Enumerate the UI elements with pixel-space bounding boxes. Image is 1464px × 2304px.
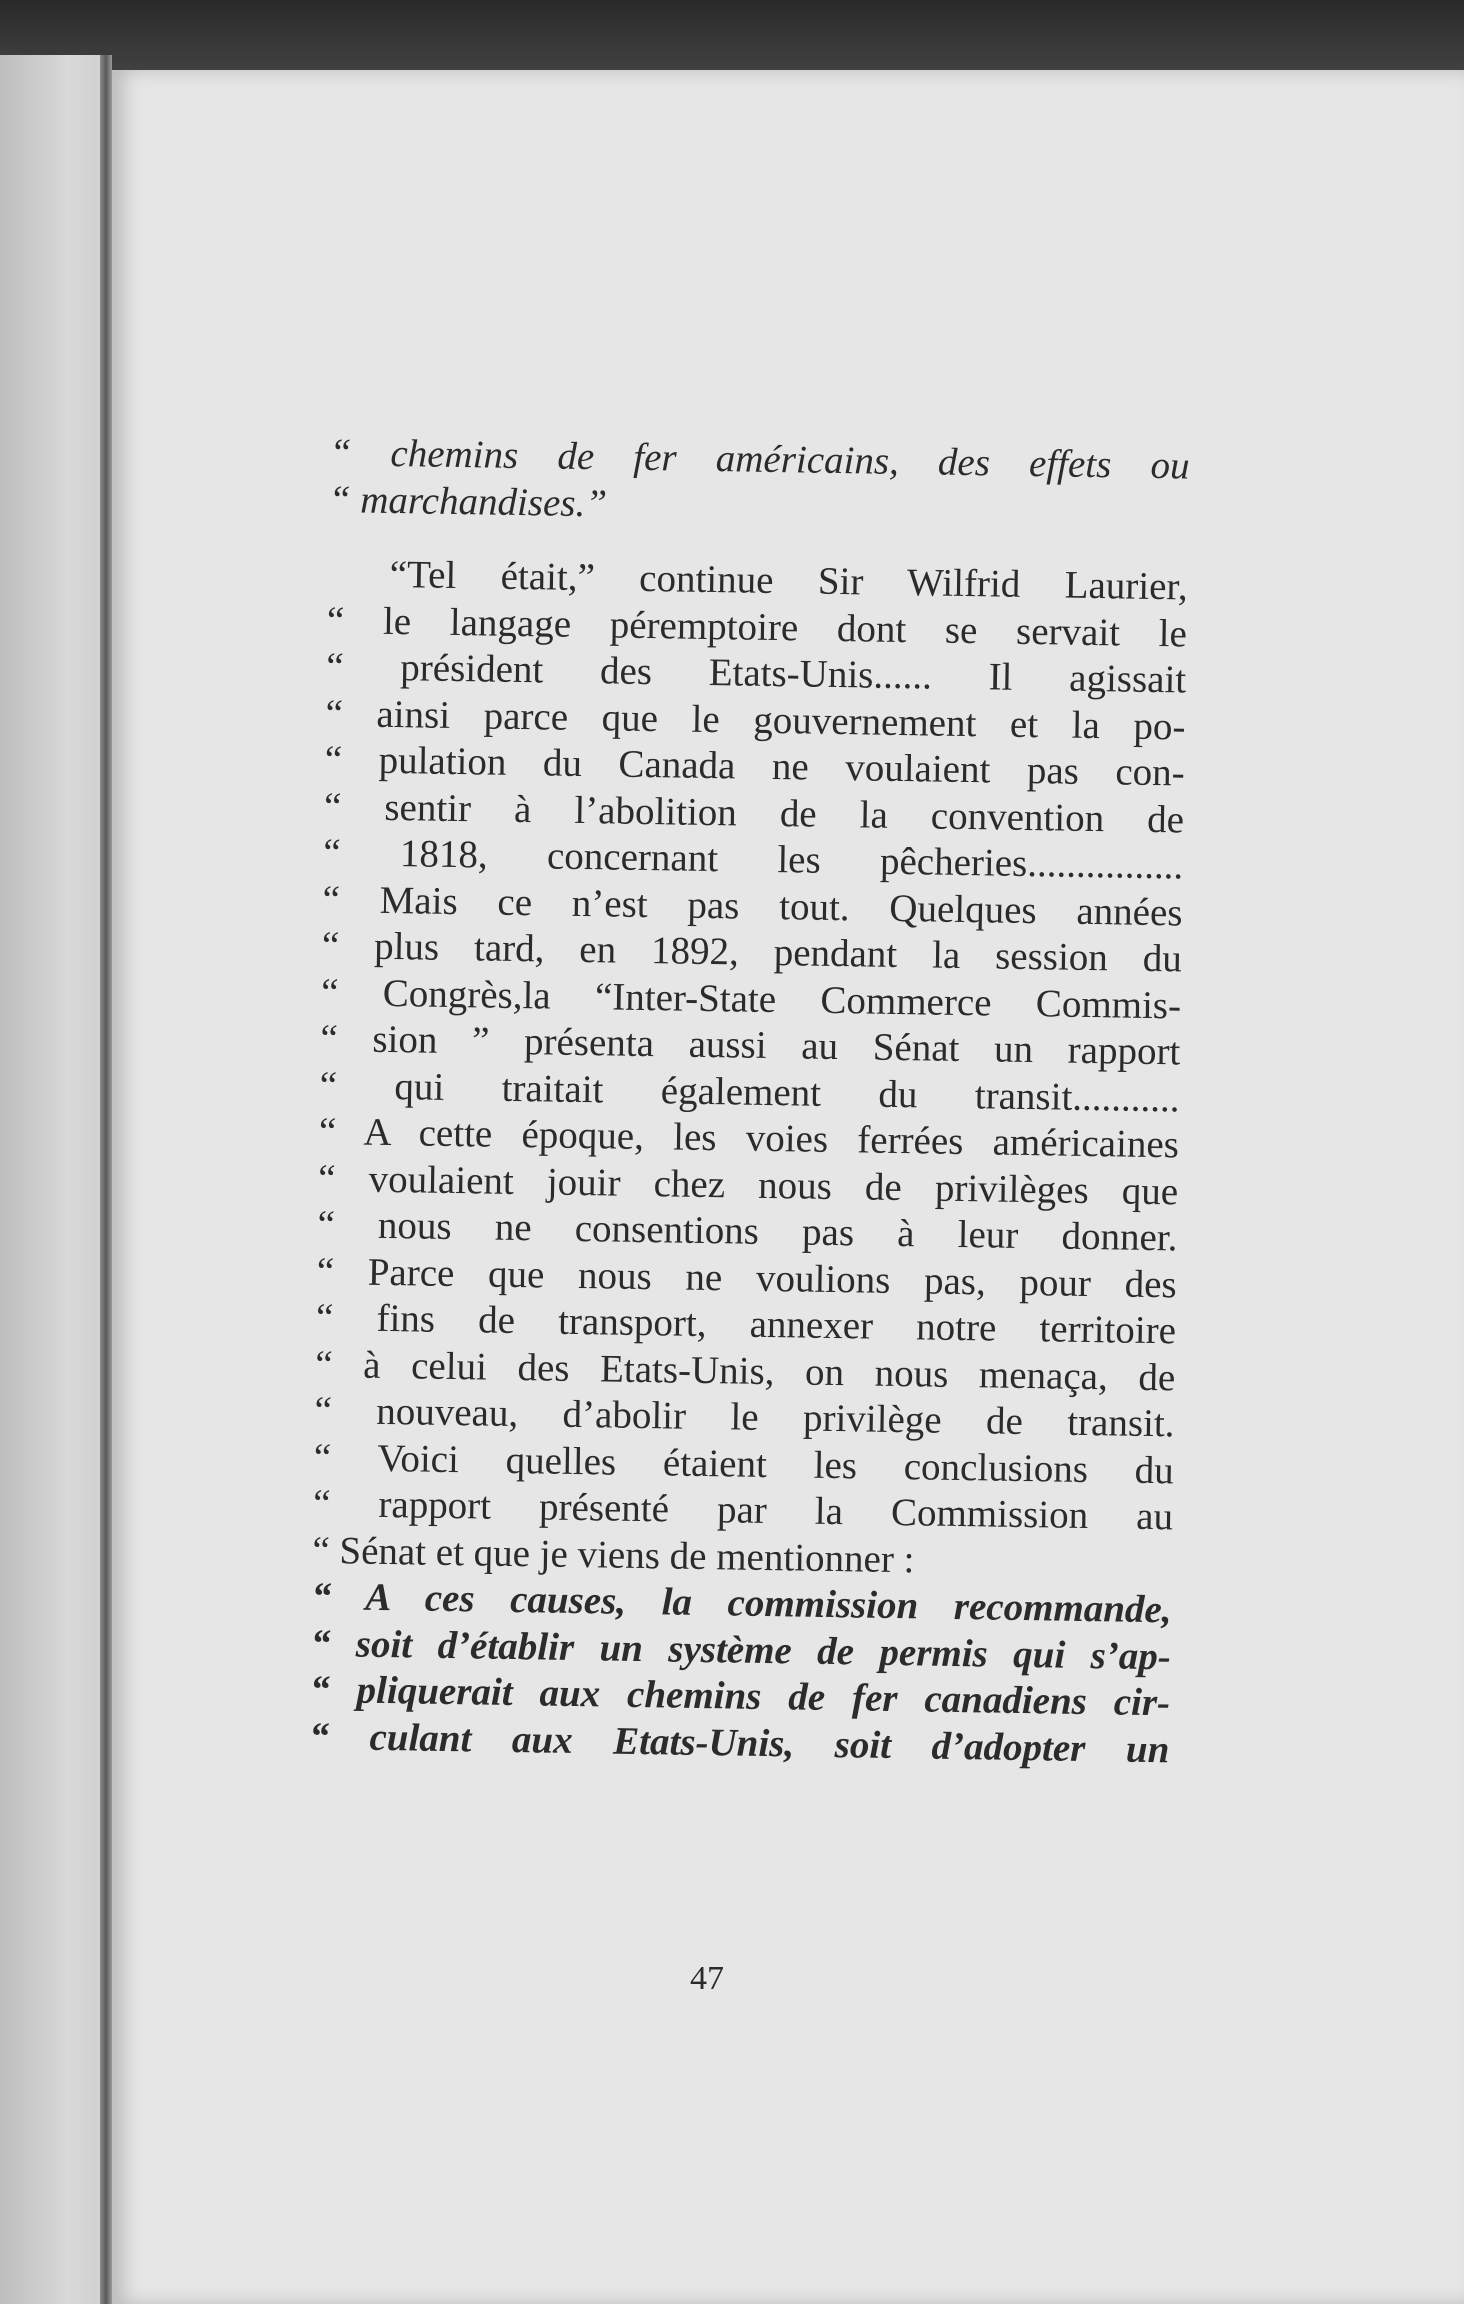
text-line: “ Sénat et que je viens de mentionner : [312, 1528, 915, 1581]
text-line: “ plus tard, en 1892, pendant la session du [321, 923, 1183, 981]
text-line: “ soit d’établir un système de permis qui s’ap- [310, 1621, 1172, 1678]
text-line: “ à celui des Etats-Unis, on nous menaça, de [314, 1342, 1176, 1399]
text-line: “ ainsi parce que le gouvernement et la po- [325, 691, 1186, 748]
text-line: “ nous ne consentions pas à leur donner. [317, 1202, 1178, 1260]
page-text [309, 430, 1190, 1773]
text-line: “ voulaient jouir chez nous de privilèges que [317, 1156, 1179, 1213]
text-line: “ président des Etats-Unis...... Il agissait [325, 644, 1187, 702]
text-line: “ sion ” présenta aussi au Sénat un rapport [320, 1016, 1181, 1074]
left-page-edge [0, 55, 112, 2304]
text-line: “ Voici quelles étaient les conclusions du [313, 1435, 1175, 1492]
text-line: “ pulation du Canada ne voulaient pas con- [324, 737, 1186, 795]
text-line: “ A cette époque, les voies ferrées américaines [318, 1109, 1180, 1167]
book-spine [100, 55, 112, 2304]
text-line: “ Mais ce n’est pas tout. Quelques années [322, 877, 1183, 934]
text-line: “ sentir à l’abolition de la convention de [323, 784, 1185, 841]
text-line: “ marchandises.” [328, 477, 608, 525]
text-line: “ 1818, concernant les pêcheries................ [323, 830, 1184, 888]
text-line: “ A ces causes, la commission recommande, [311, 1574, 1172, 1632]
main-paragraph [309, 551, 1188, 1773]
text-line: “ le langage péremptoire dont se servait le [326, 598, 1188, 655]
text-line: “ pliquerait aux chemins de fer canadiens cir- [309, 1667, 1171, 1725]
text-line: “ Congrès,la “Inter-State Commerce Commis- [320, 970, 1182, 1027]
text-line: “ culant aux Etats-Unis, soit d’adopter un [309, 1714, 1170, 1771]
page-number: 47 [690, 1960, 724, 1997]
text-line: “ fins de transport, annexer notre territoire [315, 1295, 1177, 1353]
text-line: “Tel était,” continue Sir Wilfrid Laurier, [389, 552, 1188, 609]
text-line: “ nouveau, d’abolir le privilège de transit. [314, 1388, 1175, 1446]
text-line: “ Parce que nous ne voulions pas, pour des [316, 1249, 1178, 1306]
quoted-excerpt [329, 430, 1190, 536]
text-line: “ qui traitait également du transit........... [319, 1063, 1180, 1120]
text-line: “ rapport présenté par la Commission au [312, 1481, 1174, 1539]
text-line: “ chemins de fer américains, des effets ou [329, 430, 1190, 488]
